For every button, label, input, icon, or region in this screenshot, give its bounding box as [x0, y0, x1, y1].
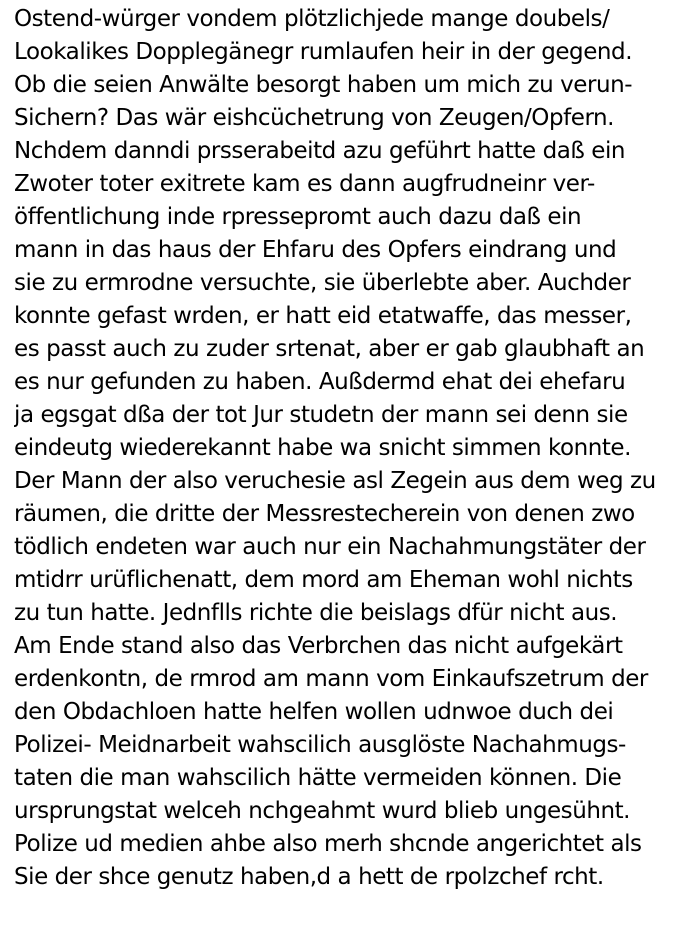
text-line-4: Sichern? Das wär eishcüchetrung von Zeugen/Opfern. — [14, 105, 615, 131]
text-line-6: Zwoter toter exitrete kam es dann augfrudneinr ver- — [14, 171, 595, 197]
text-line-2: Lookalikes Dopplegänegr rumlaufen heir in der gegend. — [14, 39, 633, 65]
text-line-13: ja egsgat dßa der tot Jur studetn der mann sei denn sie — [14, 402, 628, 428]
text-line-16: räumen, die dritte der Messrestecherein von denen zwo — [14, 501, 635, 527]
text-line-5: Nchdem danndi prsserabeitd azu geführt hatte daß ein — [14, 138, 626, 164]
text-line-14: eindeutg wiederekannt habe wa snicht simmen konnte. — [14, 435, 631, 461]
text-line-3: Ob die seien Anwälte besorgt haben um mich zu verun- — [14, 72, 633, 98]
text-line-20: Am Ende stand also das Verbrchen das nicht aufgekärt — [14, 633, 623, 659]
text-line-10: konnte gefast wrden, er hatt eid etatwaffe, das messer, — [14, 303, 632, 329]
text-line-7: öffentlichung inde rpressepromt auch dazu daß ein — [14, 204, 582, 230]
text-line-19: zu tun hatte. Jednflls richte die beislags dfür nicht aus. — [14, 600, 618, 626]
text-line-12: es nur gefunden zu haben. Außdermd ehat dei ehefaru — [14, 369, 626, 395]
text-line-23: Polizei- Meidnarbeit wahscilich ausglöste Nachahmugs- — [14, 732, 626, 758]
text-line-21: erdenkontn, de rmrod am mann vom Einkaufszetrum der — [14, 666, 648, 692]
text-line-22: den Obdachloen hatte helfen wollen udnwoe duch dei — [14, 699, 614, 725]
text-line-18: mtidrr urüflichenatt, dem mord am Eheman wohl nichts — [14, 567, 633, 593]
text-line-11: es passt auch zu zuder srtenat, aber er gab glaubhaft an — [14, 336, 645, 362]
text-line-25: ursprungstat welceh nchgeahmt wurd blieb ungesühnt. — [14, 798, 631, 824]
body-text — [14, 3, 682, 894]
text-line-27: Sie der shce genutz haben,d a hett de rpolzchef rcht. — [14, 864, 604, 890]
text-line-26: Polize ud medien ahbe also merh shcnde angerichtet als — [14, 831, 642, 857]
text-line-8: mann in das haus der Ehfaru des Opfers eindrang und — [14, 237, 617, 263]
text-line-15: Der Mann der also veruchesie asl Zegein aus dem weg zu — [14, 468, 656, 494]
text-line-1: Ostend-würger vondem plötzlichjede mange doubels/ — [14, 6, 610, 32]
text-line-9: sie zu ermrodne versuchte, sie überlebte aber. Auchder — [14, 270, 631, 296]
text-line-24: taten die man wahscilich hätte vermeiden können. Die — [14, 765, 622, 791]
text-line-17: tödlich endeten war auch nur ein Nachahmungstäter der — [14, 534, 646, 560]
